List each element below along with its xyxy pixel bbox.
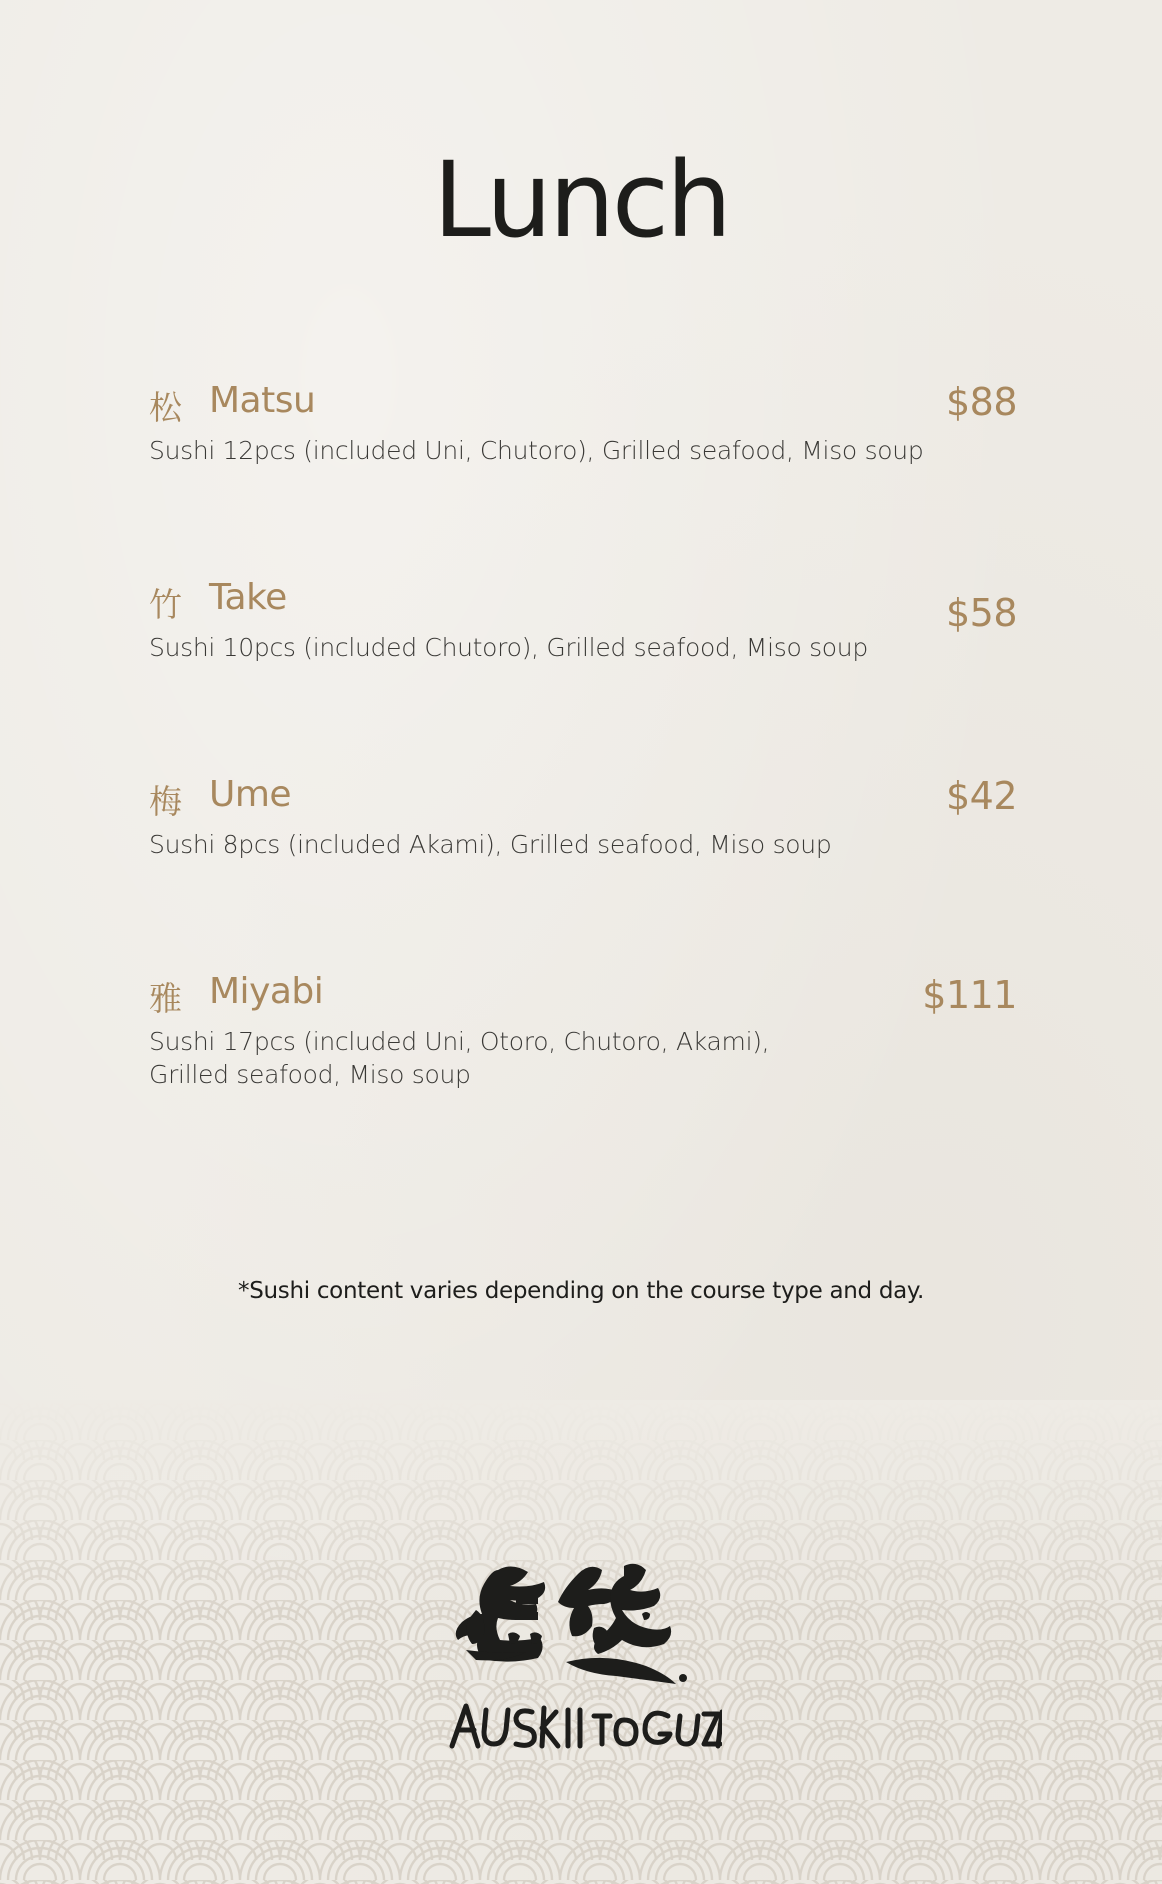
item-name: Miyabi <box>209 971 324 1012</box>
footnote: *Sushi content varies depending on the course type and day. <box>238 1278 924 1304</box>
item-price: $88 <box>945 380 1017 424</box>
item-description: Sushi 10pcs (included Chutoro), Grilled seafood, Miso soup <box>149 633 868 662</box>
restaurant-logo <box>446 1550 722 1758</box>
page-title: Lunch <box>432 139 730 261</box>
item-description <box>149 1025 1017 1091</box>
item-name: Ume <box>209 774 292 815</box>
item-price: $111 <box>922 973 1017 1017</box>
menu-item-take <box>149 577 1017 664</box>
item-description-line: Grilled seafood, Miso soup <box>149 1060 471 1089</box>
item-name: Take <box>209 577 287 618</box>
item-description-line: Sushi 17pcs (included Uni, Otoro, Chutoro, Akami), <box>149 1027 770 1056</box>
menu-item-matsu <box>149 380 1017 467</box>
item-description: Sushi 12pcs (included Uni, Chutoro), Grilled seafood, Miso soup <box>149 436 924 465</box>
item-name: Matsu <box>209 380 316 421</box>
item-price: $58 <box>945 591 1017 635</box>
item-description: Sushi 8pcs (included Akami), Grilled seafood, Miso soup <box>149 830 832 859</box>
item-kanji: 雅 <box>149 979 182 1018</box>
menu-item-ume <box>149 774 1017 861</box>
menu-item-miyabi <box>149 971 1017 1091</box>
item-kanji: 竹 <box>149 585 182 624</box>
item-price: $42 <box>945 774 1017 818</box>
item-kanji: 松 <box>149 388 182 427</box>
item-kanji: 梅 <box>149 782 182 821</box>
